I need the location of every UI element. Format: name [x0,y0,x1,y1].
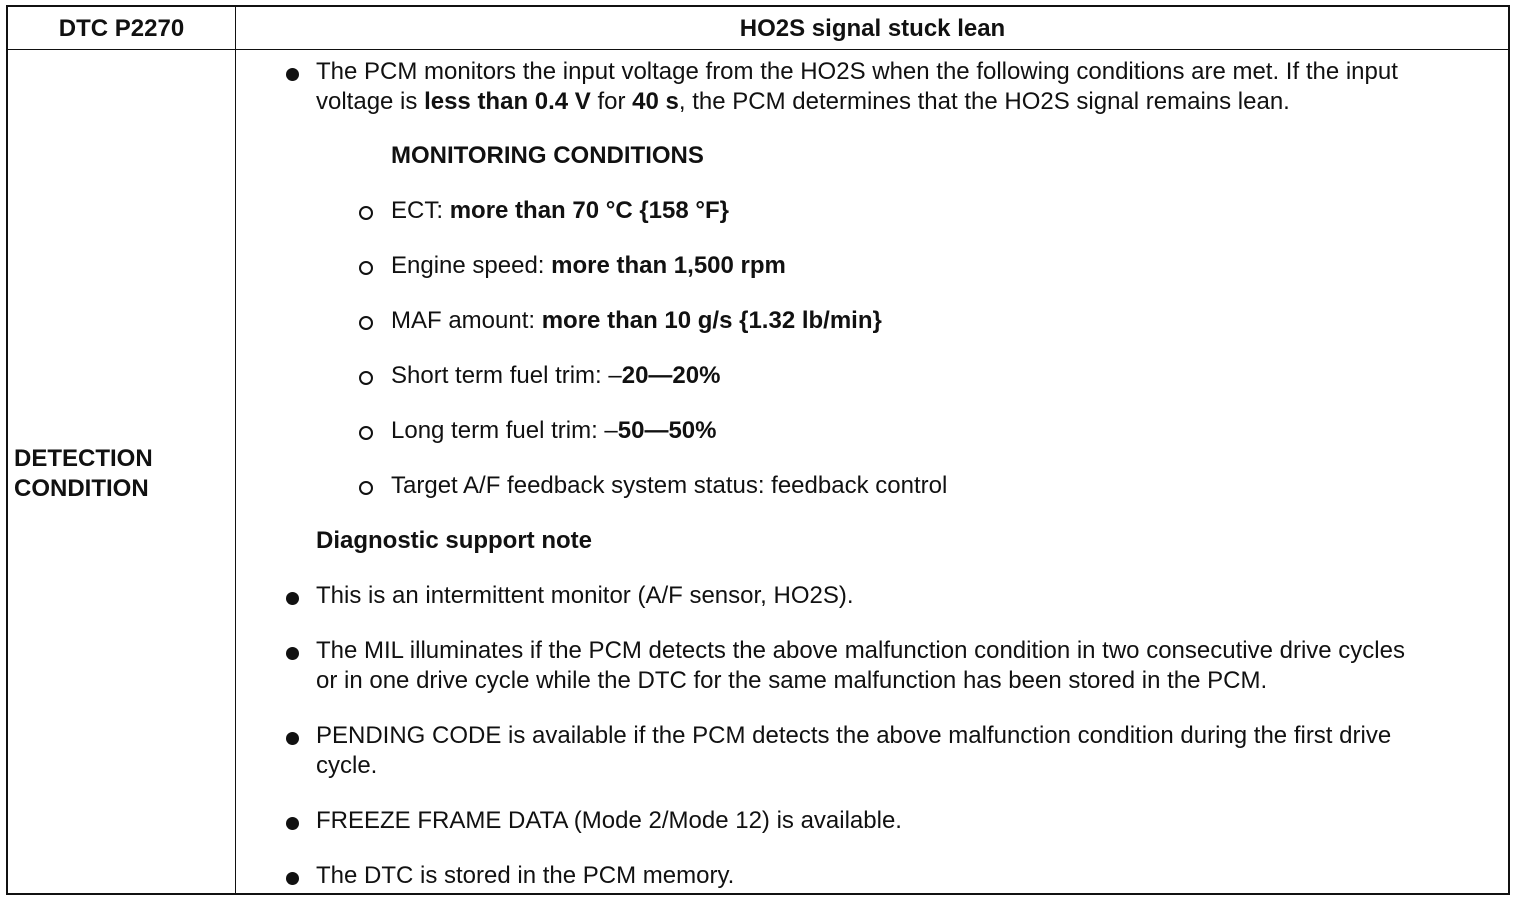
row-label-line-1: DETECTION [14,445,153,472]
dtc-code-header: DTC P2270 [58,15,185,42]
bullet-icon [286,592,299,605]
intro-text-a: voltage is [316,88,425,115]
circle-bullet-icon [359,261,373,275]
condition-value: more than 10 g/s {1.32 lb/min} [541,307,882,334]
circle-bullet-icon [359,481,373,495]
note-3-line-2: cycle. [316,752,378,779]
condition-item [391,251,786,281]
support-heading: Diagnostic support note [316,527,592,554]
condition-value: more than 70 °C {158 °F} [449,197,729,224]
bullet-icon [286,647,299,660]
condition-value: 20—20% [621,362,721,389]
circle-bullet-icon [359,371,373,385]
row-label [14,444,229,504]
dtc-table [6,5,1510,895]
circle-bullet-icon [359,426,373,440]
note-3-line-1: PENDING CODE is available if the PCM detects the above malfunction condition during the first drive [316,722,1392,749]
note-5: The DTC is stored in the PCM memory. [316,862,735,889]
condition-label: Target A/F feedback system status: feedback control [391,472,948,499]
condition-label: MAF amount: [391,307,542,334]
dtc-title-header: HO2S signal stuck lean [739,15,1006,42]
note-4: FREEZE FRAME DATA (Mode 2/Mode 12) is available. [316,807,902,834]
intro-line-2 [316,87,1290,117]
note-2-line-2: or in one drive cycle while the DTC for the same malfunction has been stored in the PCM. [316,667,1268,694]
bullet-icon [286,732,299,745]
time-threshold: 40 s [632,88,679,115]
intro-text-e: , the PCM determines that the HO2S signal remains lean. [678,88,1290,115]
column-divider [235,7,236,893]
bullet-icon [286,872,299,885]
note-1: This is an intermittent monitor (A/F sensor, HO2S). [316,582,854,609]
condition-value: 50—50% [617,417,717,444]
condition-item [391,361,720,391]
condition-value: more than 1,500 rpm [551,252,786,279]
condition-label: Engine speed: [391,252,552,279]
voltage-threshold: less than 0.4 V [424,88,591,115]
monitoring-heading: MONITORING CONDITIONS [391,142,704,169]
circle-bullet-icon [359,206,373,220]
bullet-icon [286,817,299,830]
bullet-icon [286,68,299,81]
condition-item [391,306,882,336]
circle-bullet-icon [359,316,373,330]
note-2-line-1: The MIL illuminates if the PCM detects the above malfunction condition in two consecutive drive cycles [316,637,1405,664]
condition-label: ECT: [391,197,450,224]
condition-label: Short term fuel trim: – [391,362,622,389]
row-label-line-2: CONDITION [14,475,149,502]
condition-item [391,416,717,446]
condition-item [391,471,947,501]
intro-text-c: for [590,88,633,115]
condition-item [391,196,729,226]
intro-line-1: The PCM monitors the input voltage from the HO2S when the following conditions are met. If the input [316,58,1398,85]
header-divider [8,49,1508,50]
condition-label: Long term fuel trim: – [391,417,618,444]
